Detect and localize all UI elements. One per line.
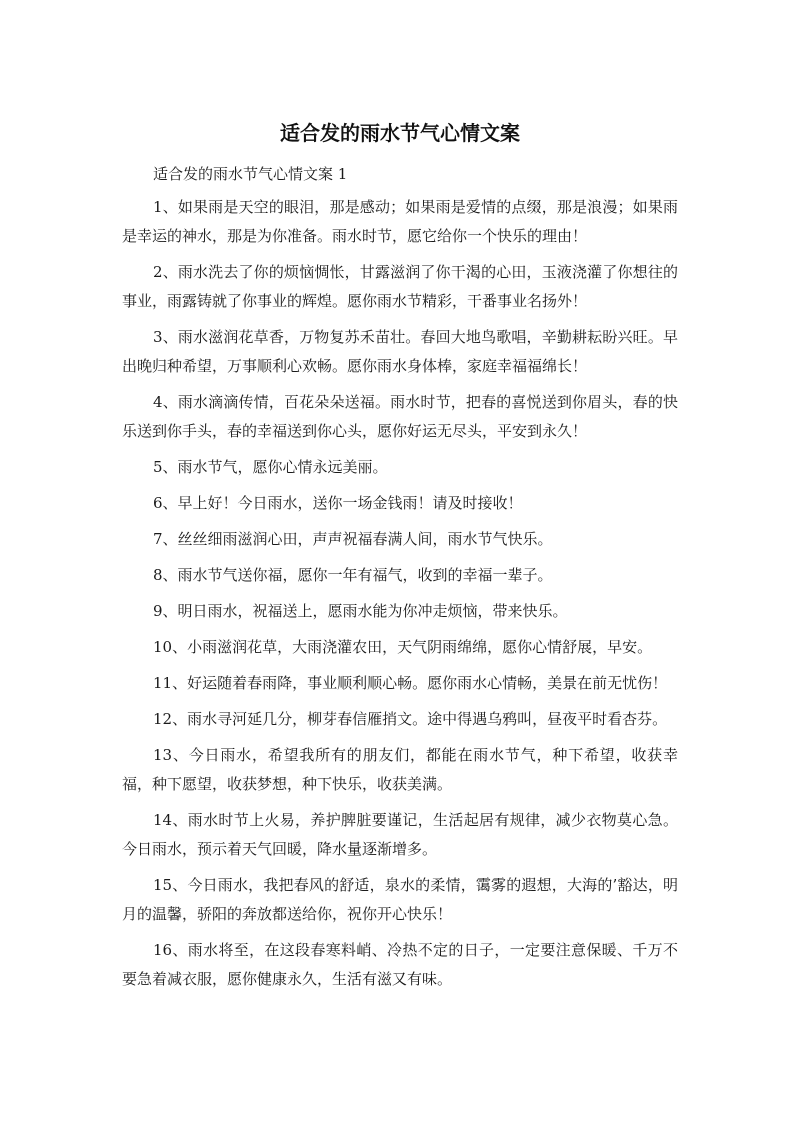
list-item: 11、好运随着春雨降，事业顺利顺心畅。愿你雨水心情畅，美景在前无忧伤！: [153, 674, 668, 692]
list-item: 5、雨水节气，愿你心情永远美丽。: [153, 458, 388, 476]
document-title: 适合发的雨水节气心情文案: [280, 121, 520, 145]
list-item: 12、雨水寻河延几分，柳芽春信雁捎文。途中得遇乌鸦叫，昼夜平时看杏芬。: [153, 710, 668, 728]
list-item: 10、小雨滋润花草，大雨浇灌农田，天气阴雨绵绵，愿你心情舒展，早安。: [153, 638, 653, 656]
list-item: 6、早上好！今日雨水，送你一场金钱雨！请及时接收！: [153, 494, 523, 512]
list-item: 15、今日雨水，我把春风的舒适，泉水的柔情，霭雾的遐想，大海的’豁达，明月的温馨，骄阳的奔放都送给你，祝你开心快乐！: [122, 876, 678, 923]
list-item: 14、雨水时节上火易，养护脾脏要谨记，生活起居有规律，减少衣物莫心急。今日雨水，预示着天气回暖，降水量逐渐增多。: [122, 811, 678, 858]
list-item: 2、雨水洗去了你的烦恼惆怅，甘露滋润了你干渴的心田，玉液浇灌了你想往的事业，雨露铸就了你事业的辉煌。愿你雨水节精彩，干番事业名扬外！: [122, 263, 678, 310]
item-list: [122, 193, 678, 1001]
list-item: 1、如果雨是天空的眼泪，那是感动；如果雨是爱情的点缀，那是浪漫；如果雨是幸运的神水，那是为你准备。雨水时节，愿它给你一个快乐的理由！: [122, 198, 678, 245]
list-item: 8、雨水节气送你福，愿你一年有福气，收到的幸福一辈子。: [153, 566, 553, 584]
list-item: 4、雨水滴滴传情，百花朵朵送福。雨水时节，把春的喜悦送到你眉头，春的快乐送到你手头，春的幸福送到你心头，愿你好运无尽头，平安到永久！: [122, 393, 678, 440]
section-subtitle: 适合发的雨水节气心情文案 1: [153, 165, 348, 183]
list-item: 3、雨水滋润花草香，万物复苏禾苗壮。春回大地鸟歌唱，辛勤耕耘盼兴旺。早出晚归种希望，万事顺利心欢畅。愿你雨水身体棒，家庭幸福福绵长！: [122, 328, 678, 375]
list-item: 13、今日雨水，希望我所有的朋友们，都能在雨水节气，种下希望，收获幸福，种下愿望，收获梦想，种下快乐，收获美满。: [122, 746, 678, 793]
list-item: 7、丝丝细雨滋润心田，声声祝福春满人间，雨水节气快乐。: [153, 530, 553, 548]
list-item: 16、雨水将至，在这段春寒料峭、冷热不定的日子，一定要注意保暖、千万不要急着减衣服，愿你健康永久，生活有滋又有味。: [122, 941, 678, 988]
list-item: 9、明日雨水，祝福送上，愿雨水能为你冲走烦恼，带来快乐。: [153, 602, 568, 620]
